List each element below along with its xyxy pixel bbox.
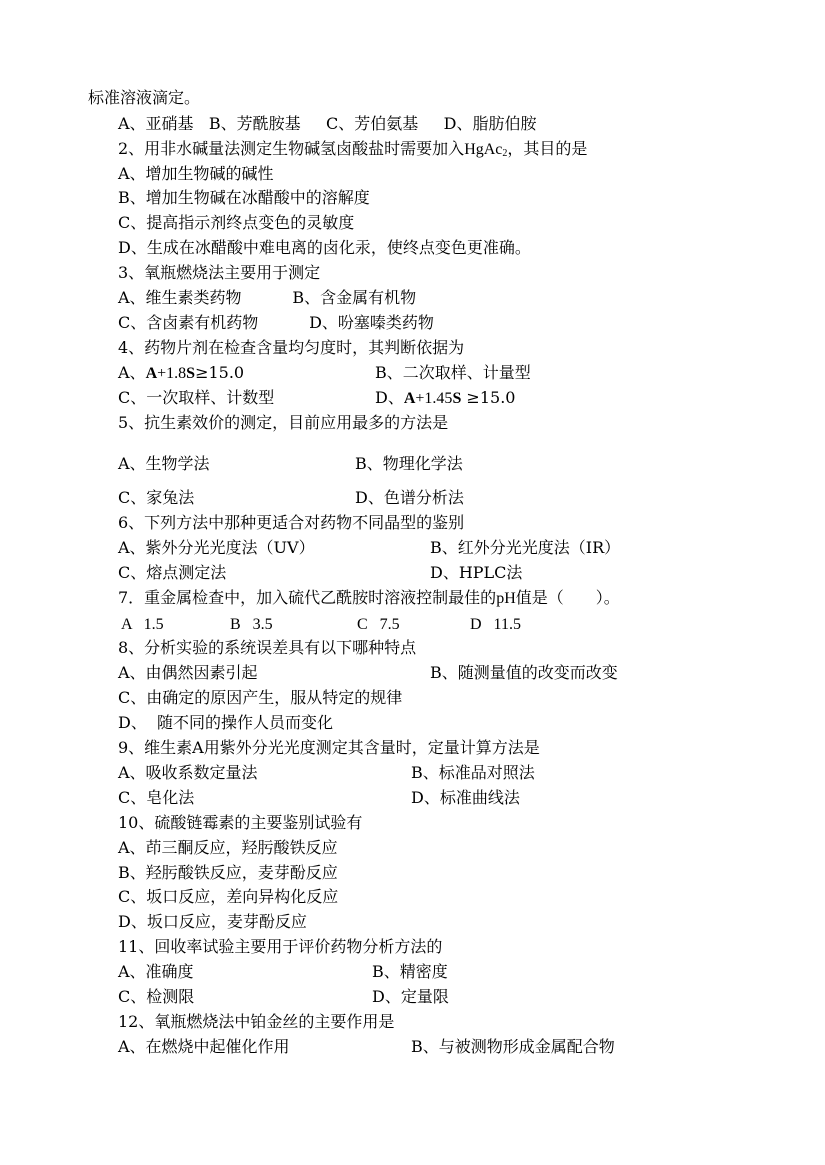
q12-option-a: A、在燃烧中起催化作用 [118, 1037, 290, 1056]
text-line-continuation: 标准溶液滴定。 [88, 88, 201, 107]
q1-options: A、亚硝基 B、芳酰胺基 C、芳伯氨基 D、脂肪伯胺 [118, 114, 537, 133]
q6-option-b: B、红外分光光度法（IR） [430, 538, 621, 557]
q7-option-a: A 1.5 [121, 616, 164, 633]
q12-stem: 12、氧瓶燃烧法中铂金丝的主要作用是 [118, 1012, 395, 1031]
q11-stem: 11、回收率试验主要用于评价药物分析方法的 [118, 937, 443, 956]
q11-option-b: B、精密度 [372, 962, 448, 981]
q5-stem: 5、抗生素效价的测定，目前应用最多的方法是 [118, 413, 449, 432]
q8-option-a: A、由偶然因素引起 [118, 663, 258, 682]
q6-option-c: C、熔点测定法 [118, 563, 227, 582]
q7-option-d: D 11.5 [470, 616, 521, 633]
q2-option-a: A、增加生物碱的碱性 [118, 164, 274, 183]
q4-stem: 4、药物片剂在检查含量均匀度时，其判断依据为 [118, 338, 465, 357]
q5-option-c: C、家兔法 [118, 488, 195, 507]
q11-option-d: D、定量限 [372, 987, 449, 1006]
q3-stem: 3、氧瓶燃烧法主要用于测定 [118, 263, 321, 282]
q2-option-c: C、提高指示剂终点变色的灵敏度 [118, 213, 355, 232]
q8-option-b: B、随测量值的改变而改变 [430, 663, 618, 682]
q10-option-b: B、羟肟酸铁反应，麦芽酚反应 [118, 863, 338, 882]
q9-stem: 9、维生素A用紫外分光光度测定其含量时，定量计算方法是 [118, 738, 540, 757]
q3-options-cd: C、含卤素有机药物 D、吩塞嗪类药物 [118, 313, 434, 332]
q9-option-c: C、皂化法 [118, 788, 195, 807]
q10-option-d: D、坂口反应，麦芽酚反应 [118, 912, 307, 931]
q2-stem-tail: ，其目的是 [507, 139, 588, 158]
q9-option-a: A、吸收系数定量法 [118, 763, 258, 782]
q12-option-b: B、与被测物形成金属配合物 [411, 1037, 615, 1056]
q6-stem: 6、下列方法中那种更适合对药物不同晶型的鉴别 [118, 513, 465, 532]
q4-option-c: C、一次取样、计数型 [118, 388, 275, 407]
q11-option-a: A、准确度 [118, 962, 194, 981]
q5-option-b: B、物理化学法 [355, 454, 463, 473]
q2-stem-text: 2、用非水碱量法测定生物碱氢卤酸盐时需要加入 [118, 139, 465, 158]
q9-option-d: D、标准曲线法 [411, 788, 520, 807]
q5-option-d: D、色谱分析法 [355, 488, 464, 507]
q8-option-d: D、 随不同的操作人员而变化 [118, 713, 334, 732]
q7-option-b: B 3.5 [230, 616, 273, 633]
q2-option-b: B、增加生物碱在冰醋酸中的溶解度 [118, 188, 370, 207]
q10-option-c: C、坂口反应，差向异构化反应 [118, 887, 339, 906]
q9-option-b: B、标准品对照法 [411, 763, 535, 782]
q7-stem: 7．重金属检查中，加入硫代乙酰胺时溶液控制最佳的pH值是（ ）。 [118, 588, 620, 607]
reagent-formula: HgAc$_2$ [464, 141, 508, 159]
q8-option-c: C、由确定的原因产生，服从特定的规律 [118, 688, 403, 707]
q5-option-a: A、生物学法 [118, 454, 210, 473]
q11-option-c: C、检测限 [118, 987, 195, 1006]
q7-option-c: C 7.5 [357, 616, 400, 633]
q2-option-d: D、生成在冰醋酸中难电离的卤化汞，使终点变色更准确。 [118, 238, 531, 257]
q10-option-a: A、茚三酮反应，羟肟酸铁反应 [118, 838, 338, 857]
q4-option-d: D、A+1.45S ≥15.0 [375, 388, 516, 407]
q6-option-d: D、HPLC法 [430, 563, 523, 582]
q6-option-a: A、紫外分光光度法（UV） [118, 538, 315, 557]
q10-stem: 10、硫酸链霉素的主要鉴别试验有 [118, 813, 363, 832]
q2-stem [118, 138, 587, 165]
q4-option-a: A、A+1.8S≥15.0 [118, 363, 245, 382]
q4-option-b: B、二次取样、计量型 [375, 363, 531, 382]
q3-options-ab: A、维生素类药物 B、含金属有机物 [118, 288, 417, 307]
q8-stem: 8、分析实验的系统误差具有以下哪种特点 [118, 638, 417, 657]
